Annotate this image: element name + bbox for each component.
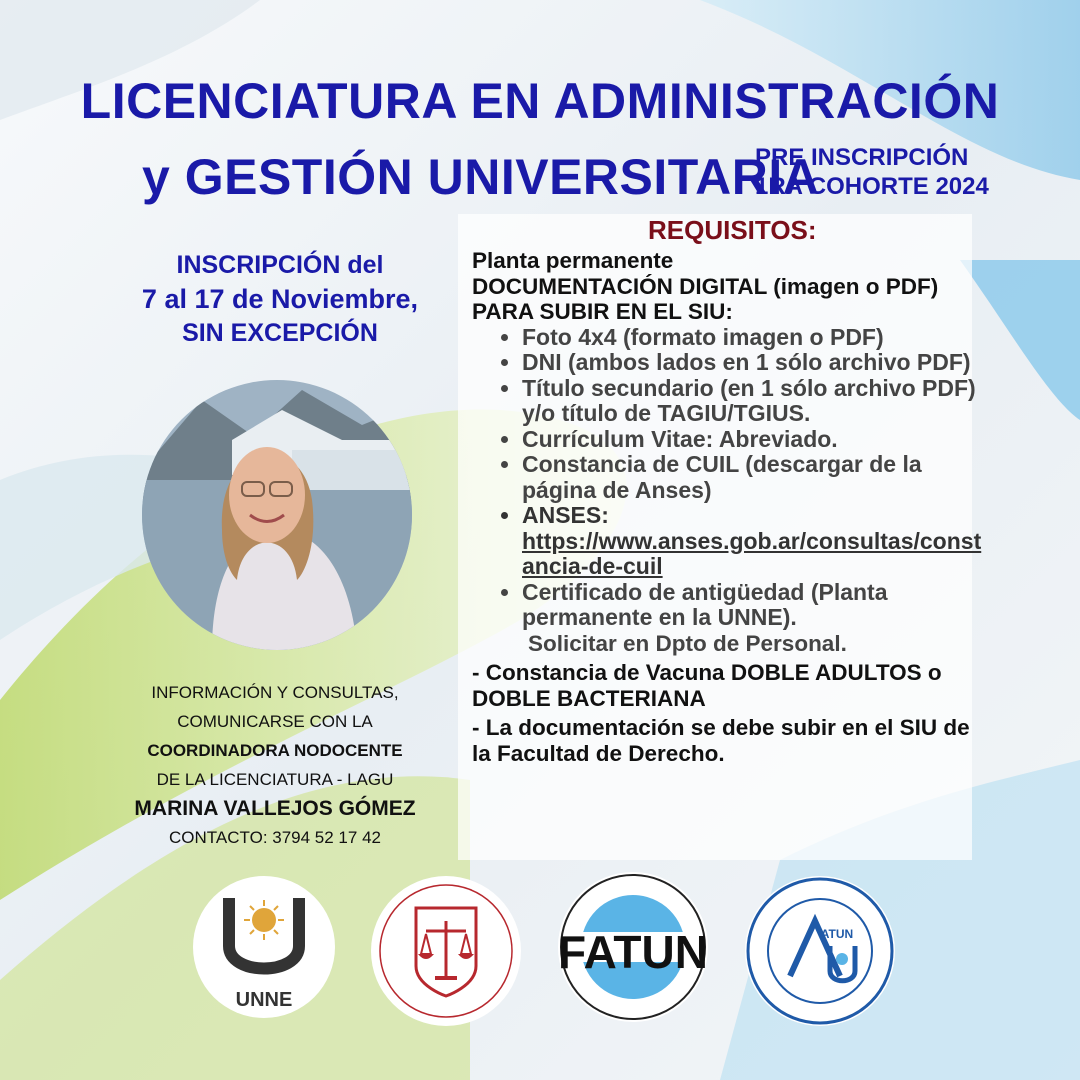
anses-label: • ANSES: [522,502,609,528]
contact-info [130,678,420,852]
requisito-item: • Certificado de antigüedad (Planta permanente en la UNNE). [522,580,982,631]
solicitar-text: Solicitar en Dpto de Personal. [528,630,847,656]
requisitos-intro-3: PARA SUBIR EN EL SIU: [472,299,733,324]
requisito-item: • DNI (ambos lados en 1 sólo archivo PDF) [522,350,982,376]
pre-inscripcion-line2: 1RA COHORTE 2024 [755,173,989,200]
inscripcion-line3: SIN EXCEPCIÓN [182,319,378,347]
inscripcion-line2: 7 al 17 de Noviembre, [141,284,419,314]
requisito-item: • Constancia de CUIL (descargar de la página de Anses) [522,452,982,503]
requisito-item: • Foto 4x4 (formato imagen o PDF) [522,325,982,351]
requisito-item-anses [522,503,982,580]
vacuna-text: - Constancia de Vacuna DOBLE ADULTOS o DOBLE BACTERIANA [472,660,942,711]
derecho-faculty-logo [371,876,521,1026]
fatun-logo [558,872,708,1022]
contact-line4: DE LA LICENCIATURA - LAGU [156,770,394,789]
pre-inscripcion-line1: PRE INSCRIPCIÓN [755,144,969,171]
fatun-label: FATUN [558,926,708,978]
requisitos-list [472,325,982,631]
contact-line3: COORDINADORA NODOCENTE [147,741,403,760]
inscripcion-dates [90,248,470,350]
unne-label: UNNE [235,989,293,1011]
requisitos-intro-2: DOCUMENTACIÓN DIGITAL (imagen o PDF) [472,273,939,299]
atun-label: ATUN [820,927,854,941]
unne-logo [193,876,335,1018]
coordinator-photo [142,380,412,650]
requisitos-title: REQUISITOS: [648,215,817,245]
contact-phone: CONTACTO: 3794 52 17 42 [169,828,381,847]
requisitos-body [472,248,982,766]
inscripcion-line1: INSCRIPCIÓN del [176,251,384,279]
requisitos-intro-1: Planta permanente [472,248,674,273]
contact-line1: INFORMACIÓN Y CONSULTAS, [151,683,399,702]
page-title-line1: LICENCIATURA EN ADMINISTRACIÓN [80,73,1000,129]
documentacion-text: - La documentación se debe subir en el SIU de la Facultad de Derecho. [472,715,970,766]
requisito-item: • Título secundario (en 1 sólo archivo PDF) y/o título de TAGIU/TGIUS. [522,376,982,427]
pre-inscripcion-label [755,143,989,201]
coordinator-name: MARINA VALLEJOS GÓMEZ [134,797,416,820]
atun-logo [745,876,895,1026]
anses-link[interactable]: https://www.anses.gob.ar/consultas/constancia-de-cuil [522,527,982,579]
requisito-item: • Currículum Vitae: Abreviado. [522,427,982,453]
contact-line2: COMUNICARSE CON LA [177,712,373,731]
page-title-line2: y GESTIÓN UNIVERSITARIA [142,149,820,205]
